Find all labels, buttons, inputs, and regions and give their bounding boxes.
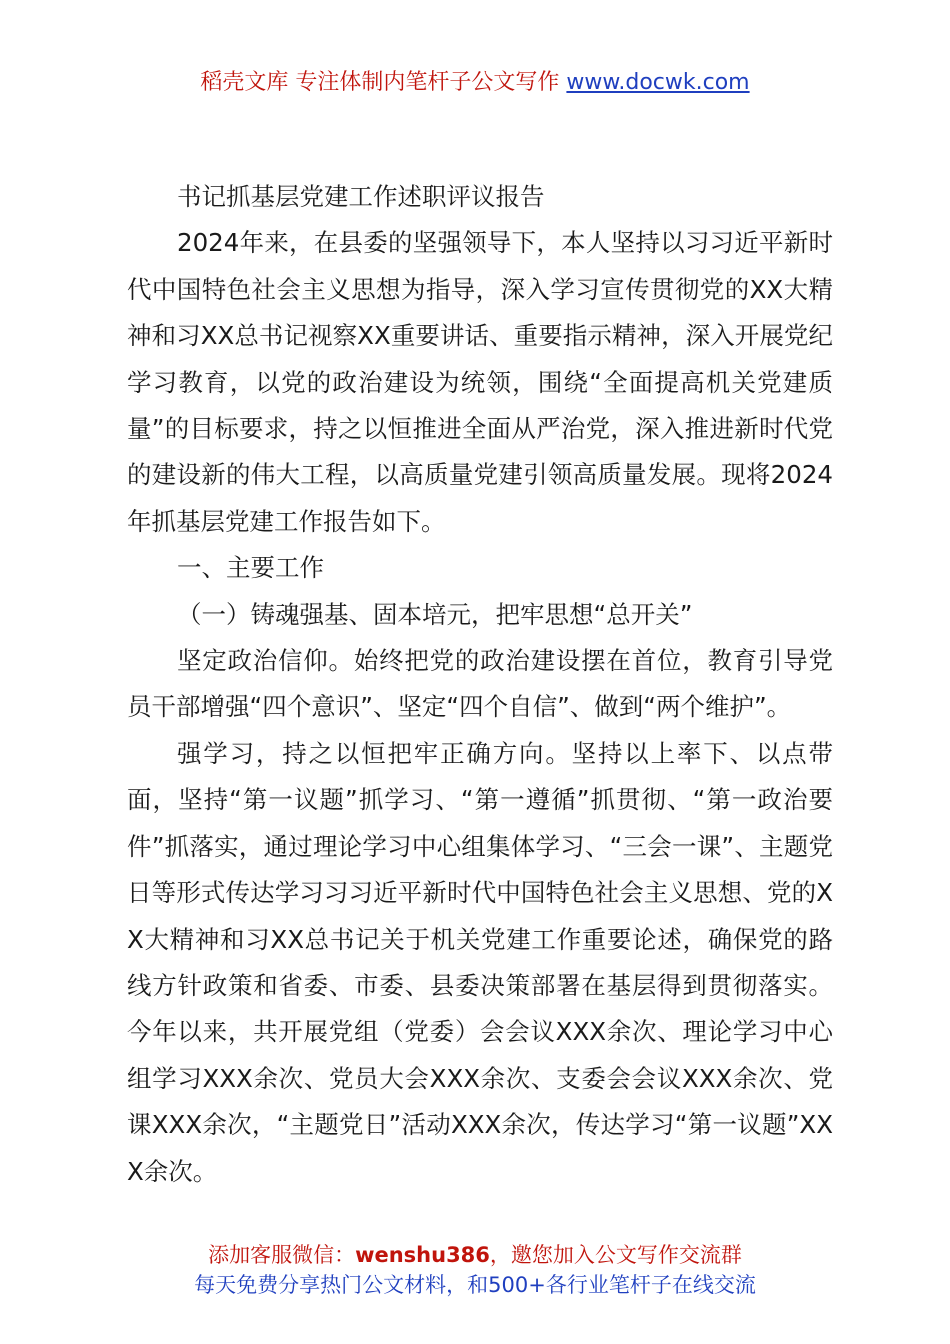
intro-paragraph: 2024年来，在县委的坚强领导下，本人坚持以习习近平新时代中国特色社会主义思想为指导，深入学习宣传贯彻党的XX大精神和习XX总书记视察XX重要讲话、重要指示精神，深入开展党纪学习教育，以党的政治建设为统领，围绕“全面提高机关党建质量”的目标要求，持之以恒推进全面从严治党，深入推进新时代党的建设新的伟大工程，以高质量党建引领高质量发展。现将2024年抓基层党建工作报告如下。 — [127, 228, 833, 536]
promo-footer — [0, 1240, 950, 1300]
footer-line-1 — [0, 1240, 950, 1270]
footer-line-2: 每天免费分享热门公文材料，和500+各行业笔杆子在线交流 — [194, 1273, 756, 1297]
footer-prefix: 添加客服微信： — [208, 1243, 356, 1267]
body-paragraph: 坚定政治信仰。始终把党的政治建设摆在首位，教育引导党员干部增强“四个意识”、坚定“四个自信”、做到“两个维护”。 — [127, 646, 833, 722]
wechat-id: wenshu386 — [355, 1243, 490, 1267]
watermark-header — [0, 68, 950, 98]
subsection-heading: （一）铸魂强基、固本培元，把牢思想“总开关” — [177, 599, 693, 629]
body-paragraph: 强学习，持之以恒把牢正确方向。坚持以上率下、以点带面，坚持“第一议题”抓学习、“第一遵循”抓贯彻、“第一政治要件”抓落实，通过理论学习中心组集体学习、“三会一课”、主题党日等形式传达学习习习近平新时代中国特色社会主义思想、党的XX大精神和习XX总书记关于机关党建工作重要论述，确保党的路线方针政策和省委、市委、县委决策部署在基层得到贯彻落实。今年以来，共开展党组（党委）会会议XXX余次、理论学习中心组学习XXX余次、党员大会XXX余次、支委会会议XXX余次、党课XXX余次，“主题党日”活动XXX余次，传达学习“第一议题”XXX余次。 — [127, 738, 833, 1186]
section-heading: 一、主要工作 — [177, 553, 324, 583]
document-title: 书记抓基层党建工作述职评议报告 — [177, 182, 545, 211]
footer-suffix: ，邀您加入公文写作交流群 — [489, 1243, 742, 1267]
brand-text: 稻壳文库 专注体制内笔杆子公文写作 — [200, 70, 567, 95]
site-link[interactable]: www.docwk.com — [566, 70, 750, 95]
document-body — [127, 174, 833, 1195]
